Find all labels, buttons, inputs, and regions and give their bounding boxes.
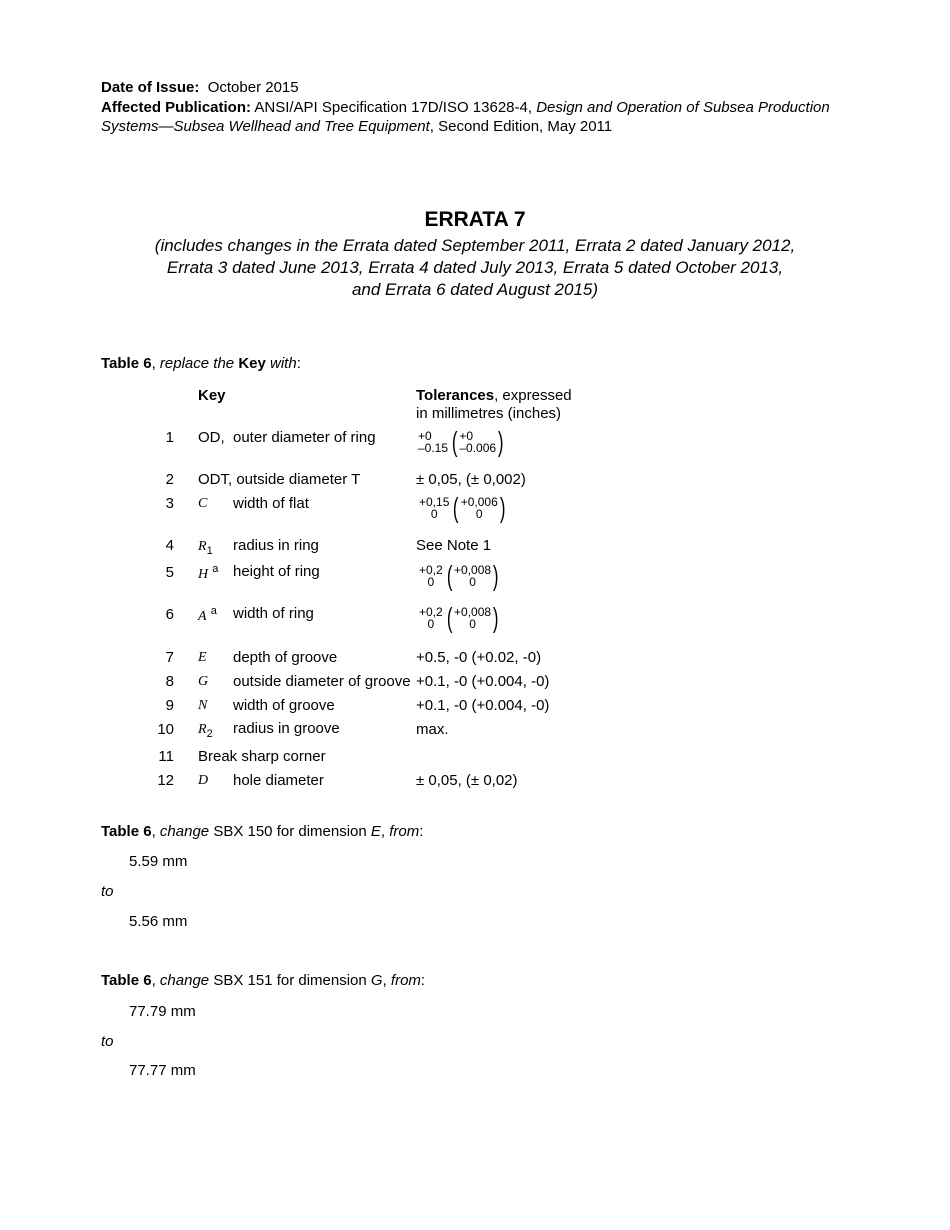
row-description: Break sharp corner xyxy=(198,748,326,765)
publication-title-line1: Design and Operation of Subsea Production xyxy=(536,99,830,116)
row-description: depth of groove xyxy=(233,649,338,666)
publication-title-line2: Systems—Subsea Wellhead and Tree Equipment xyxy=(101,118,430,135)
row-description: outside diameter of groove xyxy=(233,673,411,690)
instruction-with: with xyxy=(270,355,297,372)
row-symbol: D xyxy=(198,773,209,788)
row-tolerance: ± 0,05, (± 0,02) xyxy=(416,772,518,789)
row-tolerance: See Note 1 xyxy=(416,537,492,554)
old-value: 77.79 mm xyxy=(129,1003,196,1020)
row-symbol: H $^a$ xyxy=(198,563,219,582)
row-number: 9 xyxy=(165,697,174,714)
row-number: 11 xyxy=(158,748,174,765)
row-description: ODT, outside diameter T xyxy=(198,471,361,488)
row-tolerance: +0,2 0 ( +0,008 0 ) xyxy=(419,560,499,591)
row-description: hole diameter xyxy=(233,772,324,789)
row-tolerance: +0.1, -0 (+0.004, -0) xyxy=(416,697,550,714)
row-number: 3 xyxy=(165,495,174,512)
row-tolerance: +0,2 0 ( +0,008 0 ) xyxy=(419,602,499,633)
row-tolerance: +0.1, -0 (+0.004, -0) xyxy=(416,673,550,690)
tolerances-units: in millimetres (inches) xyxy=(416,405,562,422)
key-column-header: Key xyxy=(198,387,226,404)
subtitle-line: and Errata 6 dated August 2015) xyxy=(351,280,599,299)
page-title: ERRATA 7 xyxy=(424,208,526,231)
row-tolerance: max. xyxy=(416,721,449,738)
row-tolerance: +0.5, -0 (+0.02, -0) xyxy=(416,649,542,666)
row-description: outer diameter of ring xyxy=(233,429,376,446)
row-description: height of ring xyxy=(233,563,320,580)
row-symbol: N xyxy=(198,698,208,713)
row-description: width of flat xyxy=(233,495,309,512)
publication-edition: , Second Edition, May 2011 xyxy=(429,118,613,135)
new-value: 77.77 mm xyxy=(129,1062,196,1079)
row-number: 7 xyxy=(165,649,174,666)
date-value: October 2015 xyxy=(207,79,299,96)
row-description: width of groove xyxy=(233,697,335,714)
tolerances-column-header: Tolerances, expressed xyxy=(416,387,572,404)
row-number: 10 xyxy=(157,721,174,738)
row-symbol: G xyxy=(198,674,209,689)
row-symbol: C xyxy=(198,496,208,511)
old-value: 5.59 mm xyxy=(129,853,188,870)
row-symbol: $R_2$ xyxy=(198,722,213,740)
row-tolerance: +0 –0.15 ( +0 –0.006 ) xyxy=(418,426,504,457)
publication-label: Affected Publication: xyxy=(101,99,252,116)
section-table6-sbx151: Table 6, change SBX 151 for dimension G, from: xyxy=(101,972,426,989)
row-symbol: $R_1$ xyxy=(198,539,213,557)
row-symbol: A $^a$ xyxy=(198,605,217,624)
row-symbol: OD, xyxy=(198,429,225,446)
section-table6-sbx150: Table 6, change SBX 150 for dimension E, from: xyxy=(101,823,424,840)
row-number: 2 xyxy=(165,471,174,488)
to-label: to xyxy=(101,1033,114,1050)
publication-id: ANSI/API Specification 17D/ISO 13628-4, xyxy=(254,99,533,116)
row-symbol: E xyxy=(198,650,207,665)
row-description: radius in groove xyxy=(233,720,340,737)
section-table6-key: Table 6, replace the Key with: xyxy=(101,355,301,372)
key-word: Key xyxy=(238,355,266,372)
row-number: 4 xyxy=(165,537,174,554)
date-of-issue xyxy=(101,79,299,96)
subtitle-line: Errata 3 dated June 2013, Errata 4 dated July 2013, Errata 5 dated October 2013, xyxy=(166,258,784,277)
row-number: 1 xyxy=(165,429,174,446)
row-number: 6 xyxy=(165,606,174,623)
row-number: 8 xyxy=(165,673,174,690)
row-number: 12 xyxy=(157,772,174,789)
row-description: width of ring xyxy=(233,605,314,622)
affected-publication xyxy=(101,99,830,116)
date-label: Date of Issue: xyxy=(101,79,200,96)
affected-publication-line2 xyxy=(101,118,612,135)
subtitle-line: (includes changes in the Errata dated September 2011, Errata 2 dated January 2012, xyxy=(154,236,796,255)
new-value: 5.56 mm xyxy=(129,913,188,930)
table-ref: Table 6 xyxy=(101,355,152,372)
row-tolerance: +0,15 0 ( +0,006 0 ) xyxy=(419,492,506,523)
row-number: 5 xyxy=(165,564,174,581)
row-description: radius in ring xyxy=(233,537,319,554)
row-tolerance: ± 0,05, (± 0,002) xyxy=(416,471,526,488)
page-subtitle xyxy=(0,235,950,301)
instruction-verb: replace the xyxy=(159,355,235,372)
to-label: to xyxy=(101,883,114,900)
